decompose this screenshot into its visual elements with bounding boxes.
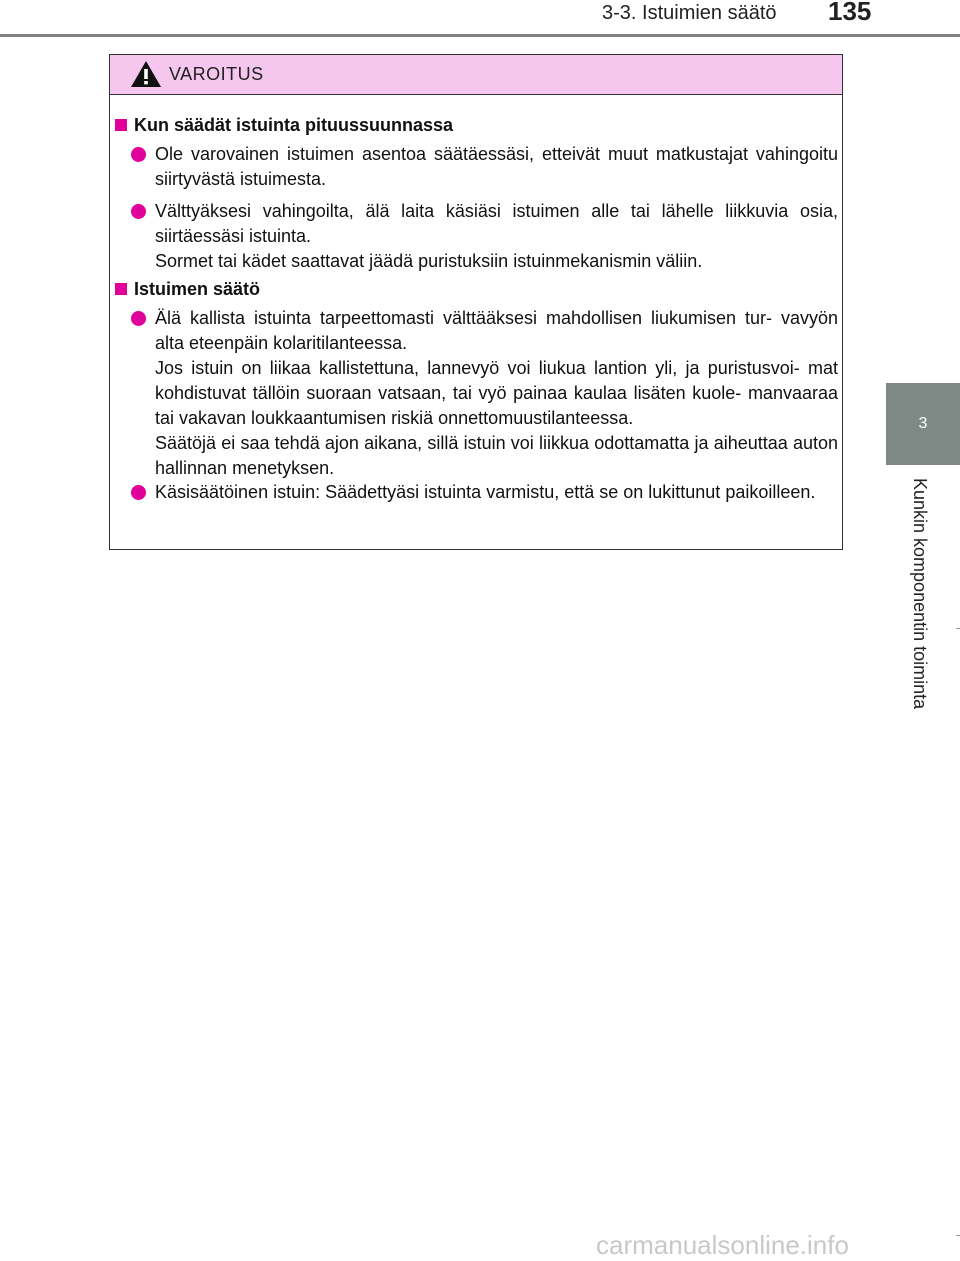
paragraph: Ole varovainen istuimen asentoa säätäessäsi, etteivät muut matkustajat vahingoitu siirtyvästä istuimesta.: [155, 144, 838, 189]
square-bullet-icon: [115, 119, 127, 131]
chapter-label: Kunkin komponentin toiminta: [910, 478, 930, 710]
page-number: 135: [828, 0, 872, 26]
warning-header: [110, 55, 842, 95]
warning-title: VAROITUS: [169, 64, 264, 84]
section-title: 3-3. Istuimien säätö: [602, 2, 777, 24]
paragraph: Käsisäätöinen istuin: Säädettyäsi istuinta varmistu, että se on lukittunut paikoilleen.: [155, 482, 816, 502]
section-heading: Kun säädät istuinta pituussuunnassa: [115, 115, 453, 136]
circle-bullet-icon: [131, 147, 146, 162]
circle-bullet-icon: [131, 204, 146, 219]
paragraph: Älä kallista istuinta tarpeettomasti välttääksesi mahdollisen liukumisen tur- vavyön alta eteenpäin kolaritilanteessa.: [155, 308, 838, 353]
header-divider: [0, 34, 960, 37]
chapter-tab: [886, 383, 960, 465]
chapter-number: 3: [918, 415, 928, 432]
margin-tick: [956, 1235, 960, 1236]
margin-tick: [956, 628, 960, 629]
footer-watermark: carmanualsonline.info: [596, 1230, 849, 1260]
paragraph: Jos istuin on liikaa kallistettuna, lannevyö voi liukua lantion yli, ja puristusvoi- mat kohdistuvat tällöin suoraan vatsaan, tai vyö painaa kaulaa lisäten kuole- manvaaraa tai vakavan loukkaantumisen riskiä onnettomuustilanteessa.: [155, 358, 838, 428]
list-item: [131, 480, 838, 505]
circle-bullet-icon: [131, 311, 146, 326]
warning-triangle-icon: [130, 60, 162, 88]
section-heading: Istuimen säätö: [115, 279, 260, 300]
list-item: [131, 142, 838, 192]
list-item: [131, 306, 838, 481]
list-item: [131, 199, 838, 274]
paragraph: Sormet tai kädet saattavat jäädä puristuksiin istuinmekanismin väliin.: [155, 251, 703, 271]
paragraph: Säätöjä ei saa tehdä ajon aikana, sillä istuin voi liikkua odottamatta ja aiheuttaa auton hallinnan menetyksen.: [155, 433, 838, 478]
square-bullet-icon: [115, 283, 127, 295]
circle-bullet-icon: [131, 485, 146, 500]
warning-box: [109, 54, 843, 550]
paragraph: Välttyäksesi vahingoilta, älä laita käsiäsi istuimen alle tai lähelle liikkuvia osia, siirtäessäsi istuinta.: [155, 201, 838, 246]
